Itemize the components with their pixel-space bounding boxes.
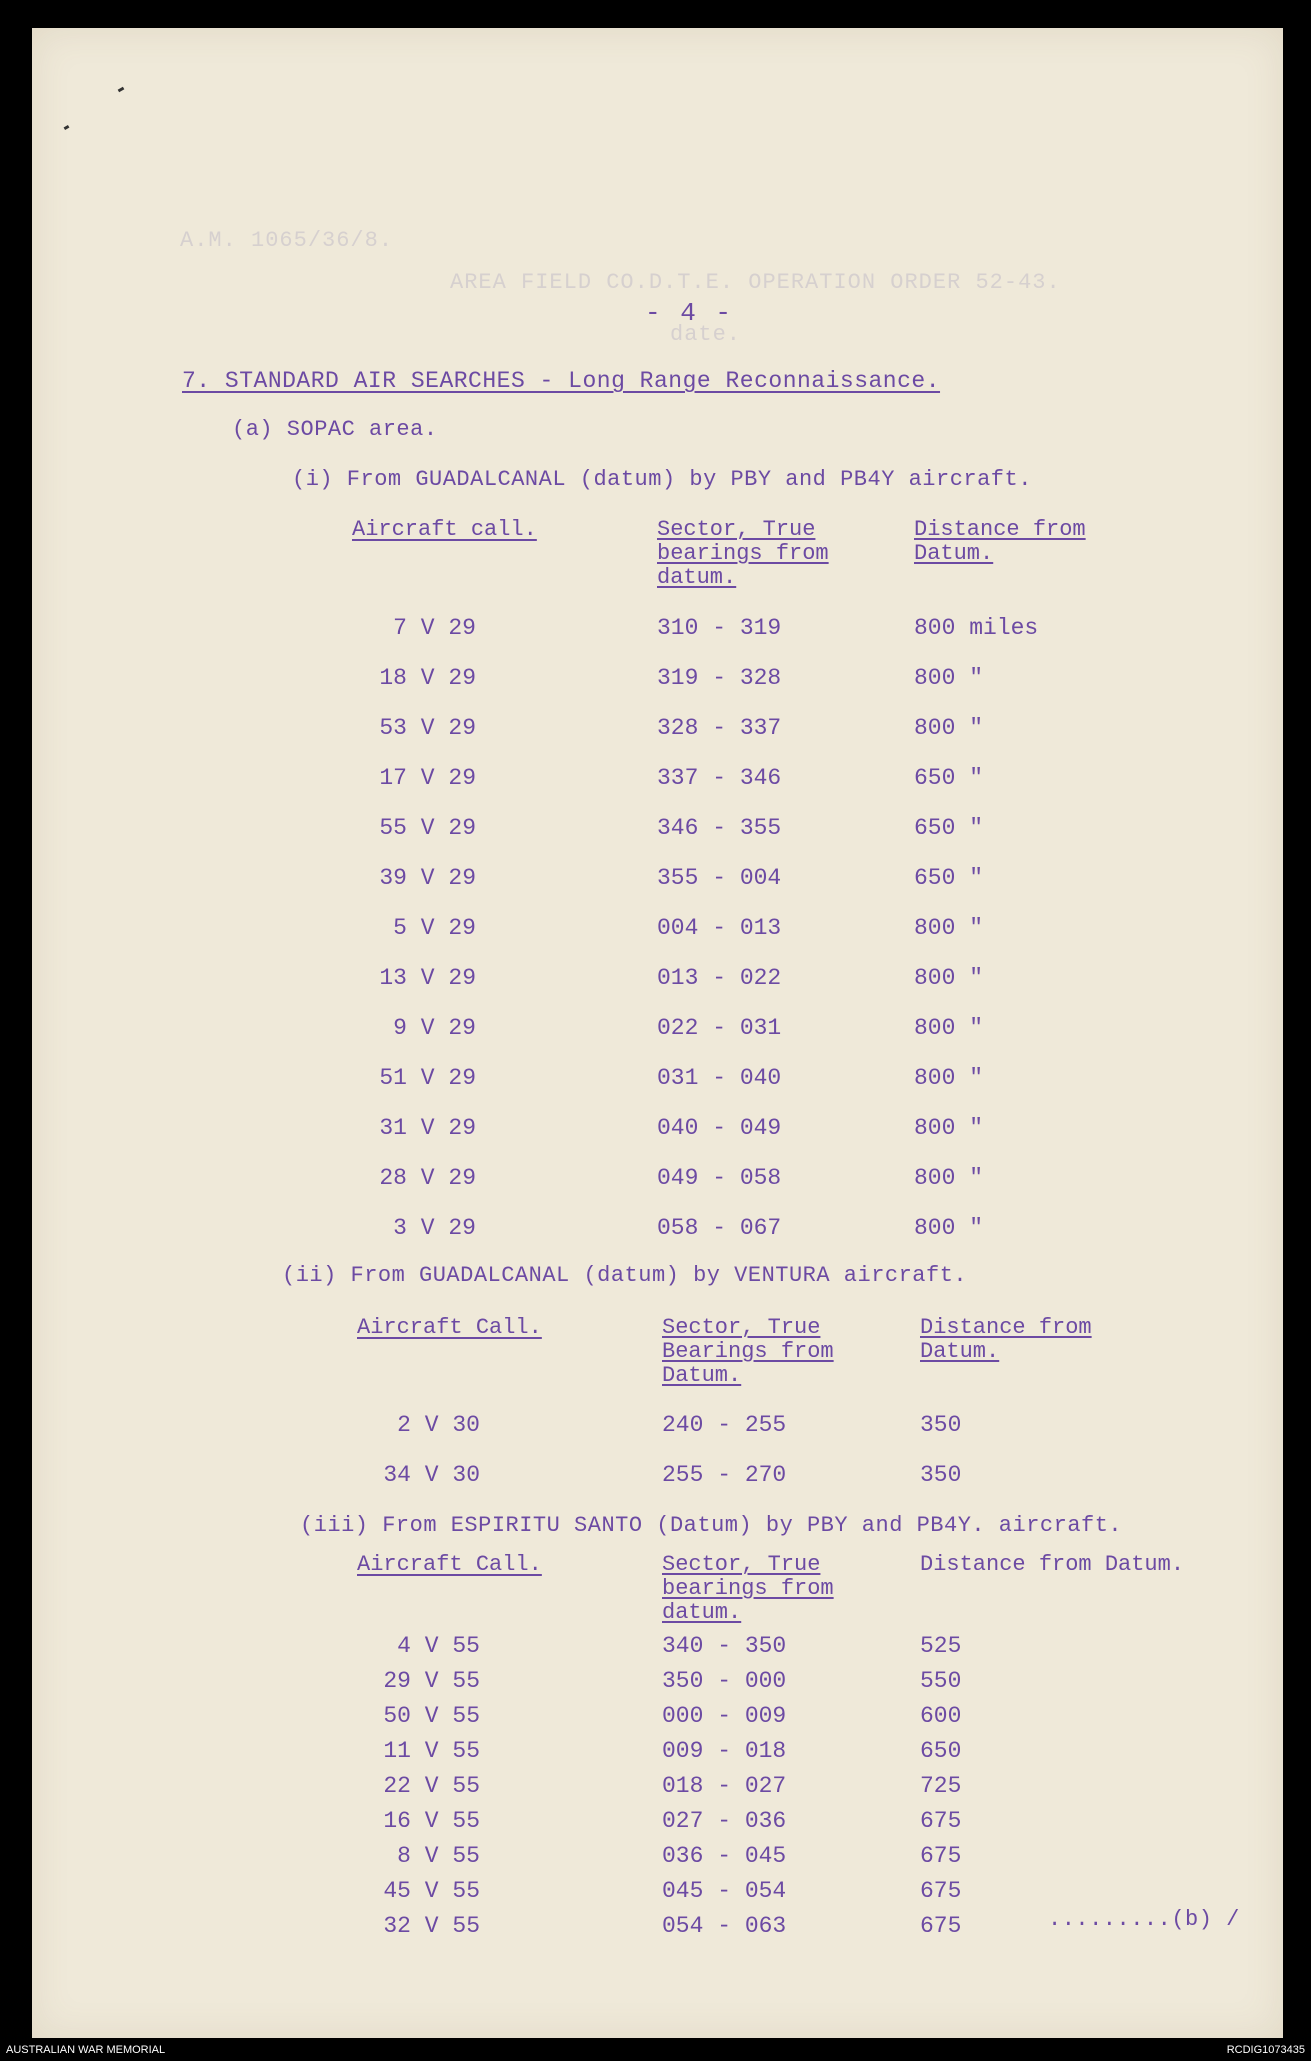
part-i-col-aircraft: Aircraft call. [352, 517, 537, 542]
part-i-heading: (i) From GUADALCANAL (datum) by PBY and PB4Y aircraft. [292, 467, 1032, 492]
distance-value: 800 " [914, 1065, 984, 1091]
part-ii-heading: (ii) From GUADALCANAL (datum) by VENTURA aircraft. [282, 1263, 968, 1288]
archive-footer [0, 2038, 1311, 2061]
sector-bearing: 045 - 054 [662, 1878, 787, 1904]
distance-value: 800 miles [914, 615, 1039, 641]
sector-bearing: 036 - 045 [662, 1843, 787, 1869]
part-i-col-sector [657, 518, 829, 590]
header-line: bearings from [657, 541, 829, 566]
sector-bearing: 040 - 049 [657, 1115, 782, 1141]
sector-bearing: 013 - 022 [657, 965, 782, 991]
sector-bearing: 031 - 040 [657, 1065, 782, 1091]
part-ii-col-sector [662, 1316, 834, 1388]
aircraft-call: 51 V 29 [379, 1065, 476, 1091]
header-line: Datum. [914, 541, 994, 566]
distance-value: 650 " [914, 815, 984, 841]
distance-value: 800 " [914, 965, 984, 991]
header-line: Sector, True [662, 1315, 821, 1340]
distance-value: 725 [920, 1773, 962, 1799]
aircraft-call: 7 V 29 [393, 615, 476, 641]
ghost-date: date. [670, 322, 742, 347]
distance-value: 800 " [914, 715, 984, 741]
aircraft-call: 34 V 30 [383, 1462, 480, 1488]
sector-bearing: 054 - 063 [662, 1913, 787, 1939]
sector-bearing: 004 - 013 [657, 915, 782, 941]
distance-value: 350 [920, 1412, 962, 1438]
header-line: Distance from Datum. [920, 1552, 1185, 1577]
distance-value: 600 [920, 1703, 962, 1729]
distance-value: 525 [920, 1633, 962, 1659]
aircraft-call: 5 V 29 [393, 915, 476, 941]
aircraft-call: 39 V 29 [379, 865, 476, 891]
sector-bearing: 319 - 328 [657, 665, 782, 691]
part-iii-col-sector [662, 1553, 834, 1625]
part-iii-heading: (iii) From ESPIRITU SANTO (Datum) by PBY and PB4Y. aircraft. [300, 1513, 1123, 1538]
header-line: Sector, True [657, 517, 816, 542]
aircraft-call: 9 V 29 [393, 1015, 476, 1041]
sector-bearing: 058 - 067 [657, 1215, 782, 1241]
aircraft-call: 17 V 29 [379, 765, 476, 791]
aircraft-call: 4 V 55 [397, 1633, 480, 1659]
distance-value: 675 [920, 1843, 962, 1869]
sector-bearing: 027 - 036 [662, 1808, 787, 1834]
subsection-label: (a) SOPAC area. [232, 417, 438, 442]
aircraft-call: 31 V 29 [379, 1115, 476, 1141]
distance-value: 550 [920, 1668, 962, 1694]
ghost-order-title: AREA FIELD CO.D.T.E. OPERATION ORDER 52-43. [450, 270, 1061, 295]
aircraft-call: 45 V 55 [383, 1878, 480, 1904]
ghost-reference: A.M. 1065/36/8. [180, 228, 394, 253]
distance-value: 800 " [914, 1115, 984, 1141]
distance-value: 675 [920, 1878, 962, 1904]
page-number: - 4 - [645, 298, 734, 328]
aircraft-call: 3 V 29 [393, 1215, 476, 1241]
subsection-heading [232, 417, 438, 442]
header-line: Distance from [920, 1315, 1092, 1340]
sector-bearing: 350 - 000 [662, 1668, 787, 1694]
header-line: datum. [662, 1600, 742, 1625]
distance-value: 800 " [914, 665, 984, 691]
header-line: Sector, True [662, 1552, 821, 1577]
aircraft-call: 13 V 29 [379, 965, 476, 991]
distance-value: 675 [920, 1913, 962, 1939]
aircraft-call: 18 V 29 [379, 665, 476, 691]
sector-bearing: 240 - 255 [662, 1412, 787, 1438]
aircraft-call: 2 V 30 [397, 1412, 480, 1438]
sector-bearing: 022 - 031 [657, 1015, 782, 1041]
sector-bearing: 328 - 337 [657, 715, 782, 741]
distance-value: 350 [920, 1462, 962, 1488]
header-line: Datum. [662, 1363, 742, 1388]
distance-value: 800 " [914, 915, 984, 941]
aircraft-call: 28 V 29 [379, 1165, 476, 1191]
aircraft-call: 11 V 55 [383, 1738, 480, 1764]
aircraft-call: 8 V 55 [397, 1843, 480, 1869]
sector-bearing: 009 - 018 [662, 1738, 787, 1764]
aircraft-call: 53 V 29 [379, 715, 476, 741]
part-ii-col-distance [920, 1316, 1092, 1364]
sector-bearing: 340 - 350 [662, 1633, 787, 1659]
sector-bearing: 337 - 346 [657, 765, 782, 791]
part-i-col-distance [914, 518, 1086, 566]
sector-bearing: 346 - 355 [657, 815, 782, 841]
sector-bearing: 310 - 319 [657, 615, 782, 641]
header-line: Distance from [914, 517, 1086, 542]
sector-bearing: 255 - 270 [662, 1462, 787, 1488]
sector-bearing: 000 - 009 [662, 1703, 787, 1729]
aircraft-call: 16 V 55 [383, 1808, 480, 1834]
aircraft-call: 50 V 55 [383, 1703, 480, 1729]
distance-value: 650 [920, 1738, 962, 1764]
header-line: bearings from [662, 1576, 834, 1601]
distance-value: 650 " [914, 765, 984, 791]
part-iii-col-aircraft: Aircraft Call. [357, 1552, 542, 1577]
distance-value: 675 [920, 1808, 962, 1834]
header-line: datum. [657, 565, 737, 590]
part-ii-col-aircraft: Aircraft Call. [357, 1315, 542, 1340]
sector-bearing: 355 - 004 [657, 865, 782, 891]
aircraft-call: 22 V 55 [383, 1773, 480, 1799]
aircraft-call: 55 V 29 [379, 815, 476, 841]
footer-archive-name: AUSTRALIAN WAR MEMORIAL [6, 2044, 166, 2056]
distance-value: 800 " [914, 1015, 984, 1041]
sector-bearing: 018 - 027 [662, 1773, 787, 1799]
aircraft-call: 29 V 55 [383, 1668, 480, 1694]
section-title: 7. STANDARD AIR SEARCHES - Long Range Reconnaissance. [182, 368, 941, 394]
distance-value: 650 " [914, 865, 984, 891]
part-iii-col-distance [920, 1553, 1184, 1577]
sector-bearing: 049 - 058 [657, 1165, 782, 1191]
distance-value: 800 " [914, 1215, 984, 1241]
distance-value: 800 " [914, 1165, 984, 1191]
footer-record-id: RCDIG1073435 [1226, 2044, 1305, 2056]
aircraft-call: 32 V 55 [383, 1913, 480, 1939]
header-line: Bearings from [662, 1339, 834, 1364]
header-line: Datum. [920, 1339, 1000, 1364]
continuation-note: .........(b) / [1048, 1907, 1240, 1932]
